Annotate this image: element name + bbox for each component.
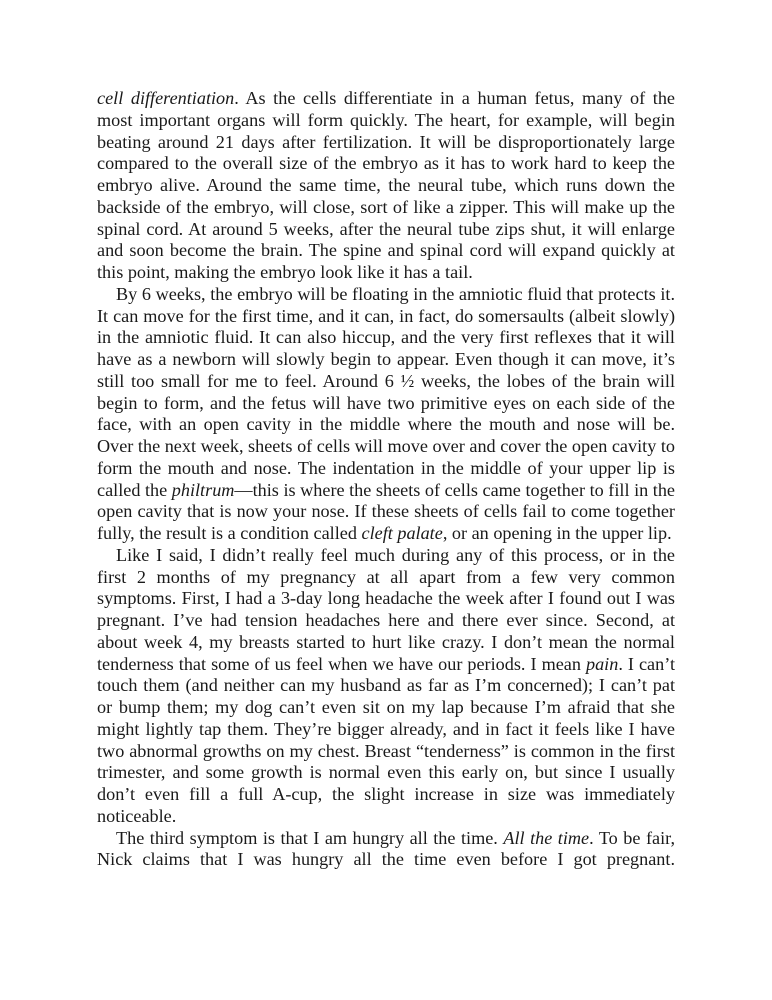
paragraph-text: Like I said, I didn’t really feel much during any of this process, or in the first 2 months of my pregnancy at all apart from a few very common symptoms. First, I had a 3-day long headache the week after I found out I was pregnant. I’ve had tension headaches here and there ever since. Second, at about week 4, my breasts started to hurt like crazy. I don’t mean the normal tenderness that some of us feel when we have our periods. I mean: [97, 544, 675, 674]
paragraph-text: The third symptom is that I am hungry all the time.: [116, 827, 504, 848]
paragraph-text: , or an opening in the upper lip.: [442, 523, 672, 543]
italic-emphasis: All the time: [503, 827, 590, 848]
paragraph-text: . I can’t touch them (and neither can my husband as far as I’m concerned); I can’t pat or bump them; my dog can’t even sit on my lap because I’m afraid that she might lightly tap them. They’re bigger already, and in fact it feels like I have two abnormal growths on my chest. Breast “tenderness” is common in the first trimester, and some growth is normal even this early on, but since I usually don’t even fill a full A-cup, the slight increase in size was immediately noticeable.: [97, 653, 675, 826]
paragraph-six-weeks: [97, 284, 675, 545]
paragraph-text: —this is where the sheets of cells came together to fill in the open cavity that is now your nose. If these sheets of cells fail to come together fully, the result is a condition called: [97, 479, 675, 543]
italic-term: philtrum: [171, 479, 235, 500]
paragraph-text: . To be fair, Nick claims that I was hungry all the time even before I got pregnant.: [97, 827, 676, 870]
paragraph-cell-differentiation: [97, 88, 675, 284]
italic-term: cell differentiation: [97, 88, 235, 108]
italic-term: pain: [585, 653, 619, 674]
paragraph-text: By 6 weeks, the embryo will be floating in the amniotic fluid that protects it. It can move for the first time, and it can, in fact, do somersaults (albeit slowly) in the amniotic fluid. It can also hiccup, and the very first reflexes that it will have as a newborn will slowly begin to appear. Even though it can move, it’s still too small for me to feel. Around 6 ½ weeks, the lobes of the brain will begin to form, and the fetus will have two primitive eyes on each side of the face, with an open cavity in the middle where the mouth and nose will be. Over the next week, sheets of cells will move over and cover the open cavity to form the mouth and nose. The indentation in the middle of your upper lip is called the: [97, 283, 675, 500]
paragraph-text: . As the cells differentiate in a human fetus, many of the most important organs will form quickly. The heart, for example, will begin beating around 21 days after fertilization. It will be disproportionately large compared to the overall size of the embryo as it has to work hard to keep the embryo alive. Around the same time, the neural tube, which runs down the backside of the embryo, will close, sort of like a zipper. This will make up the spinal cord. At around 5 weeks, after the neural tube zips shut, it will enlarge and soon become the brain. The spine and spinal cord will expand quickly at this point, making the embryo look like it has a tail.: [97, 88, 675, 282]
book-page-body: [97, 88, 675, 871]
italic-term: cleft palate: [361, 523, 443, 543]
paragraph-hunger: [97, 828, 675, 872]
paragraph-symptoms: [97, 545, 675, 828]
